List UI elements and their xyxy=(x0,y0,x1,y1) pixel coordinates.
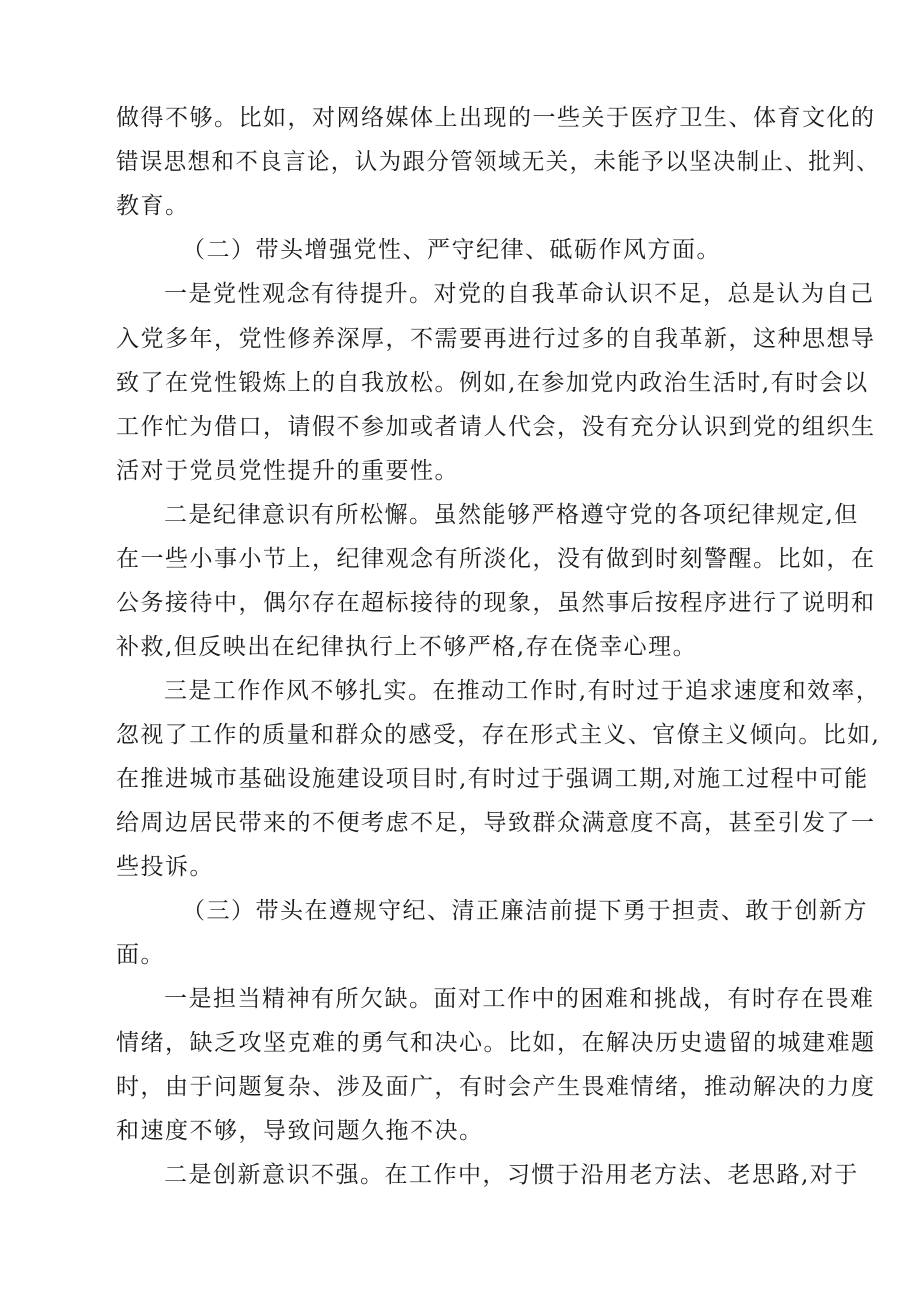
text-line: 给周边居民带来的不便考虑不足，导致群众满意度不高，甚至引发了一 xyxy=(116,810,876,836)
text-line: 工作忙为借口，请假不参加或者请人代会，没有充分认识到党的组织生 xyxy=(116,414,876,440)
text-line: 公务接待中，偶尔存在超标接待的现象，虽然事后按程序进行了说明和 xyxy=(116,590,876,616)
text-line: 错误思想和不良言论，认为跟分管领域无关，未能予以坚决制止、批判、 xyxy=(116,149,881,175)
text-line: 三是工作作风不够扎实。在推动工作时,有时过于追求速度和效率， xyxy=(164,678,881,704)
text-line: 和速度不够，导致问题久拖不决。 xyxy=(116,1118,484,1144)
text-line: 在推进城市基础设施建设项目时,有时过于强调工期,对施工过程中可能 xyxy=(116,766,869,792)
text-line: 入党多年，党性修养深厚，不需要再进行过多的自我革新，这种思想导 xyxy=(116,326,876,352)
text-line: 忽视了工作的质量和群众的感受，存在形式主义、官僚主义倾向。比如, xyxy=(116,722,881,748)
text-line: 补救,但反映出在纪律执行上不够严格,存在侥幸心理。 xyxy=(116,634,698,660)
text-line: 二是纪律意识有所松懈。虽然能够严格遵守党的各项纪律规定,但 xyxy=(164,502,859,528)
text-line: 二是创新意识不强。在工作中，习惯于沿用老方法、老思路,对于 xyxy=(164,1162,859,1188)
text-line: 致了在党性锻炼上的自我放松。例如,在参加党内政治生活时,有时会以 xyxy=(116,370,869,396)
text-line: 活对于党员党性提升的重要性。 xyxy=(116,458,459,484)
text-line: 情绪，缺乏攻坚克难的勇气和决心。比如，在解决历史遗留的城建难题 xyxy=(116,1030,876,1056)
text-line: 在一些小事小节上，纪律观念有所淡化，没有做到时刻警醒。比如，在 xyxy=(116,546,876,572)
section-heading: （三）带头在遵规守纪、清正廉洁前提下勇于担责、敢于创新方 xyxy=(182,898,868,924)
text-line: 一是党性观念有待提升。对党的自我革命认识不足，总是认为自己 xyxy=(164,281,875,307)
text-line: 时，由于问题复杂、涉及面广，有时会产生畏难情绪，推动解决的力度 xyxy=(116,1074,876,1100)
text-line: 面。 xyxy=(116,942,165,968)
text-line: 一是担当精神有所欠缺。面对工作中的困难和挑战，有时存在畏难 xyxy=(164,986,875,1012)
text-line: 些投诉。 xyxy=(116,854,214,880)
text-line: 教育。 xyxy=(116,193,190,219)
section-heading: （二）带头增强党性、严守纪律、砥砺作风方面。 xyxy=(182,237,721,263)
text-line: 做得不够。比如，对网络媒体上出现的一些关于医疗卫生、体育文化的 xyxy=(116,105,876,131)
